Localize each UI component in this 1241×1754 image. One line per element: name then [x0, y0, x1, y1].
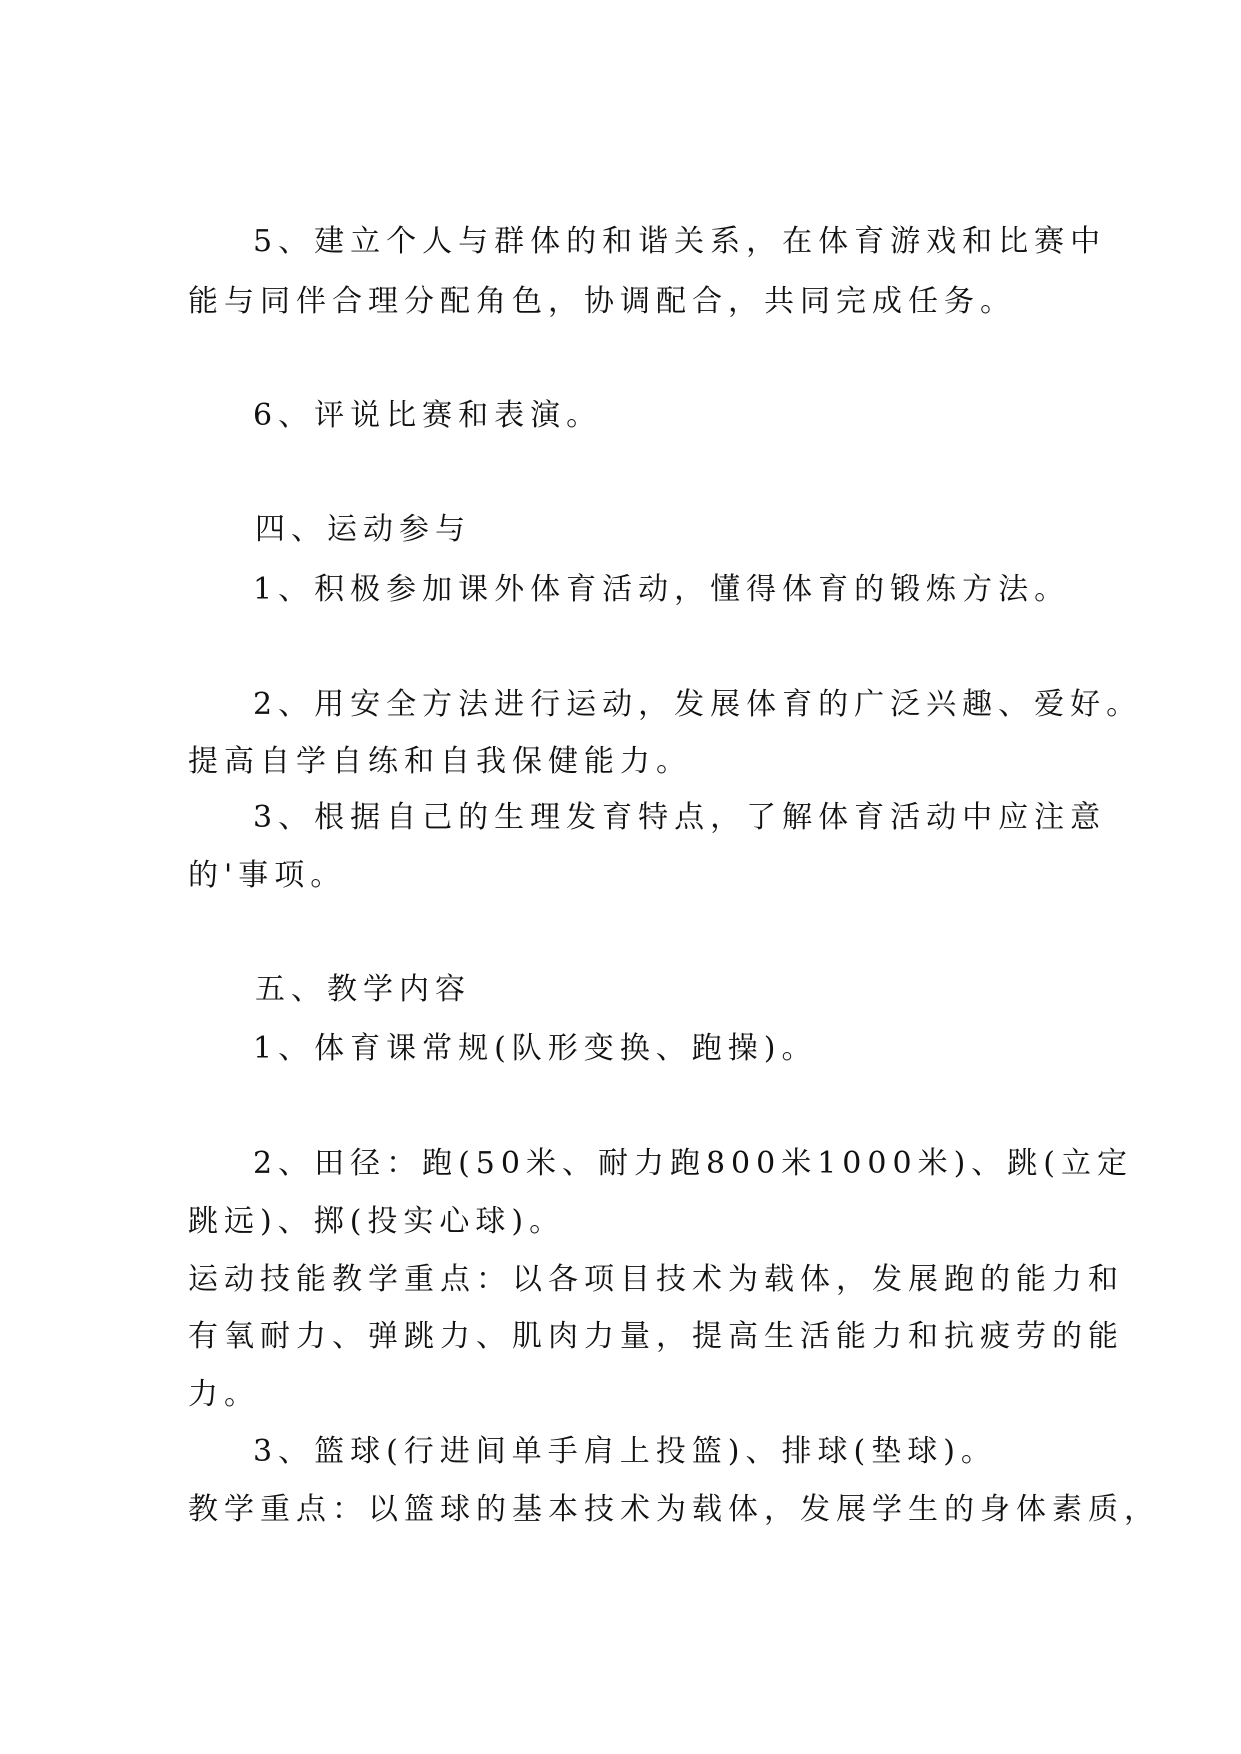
paragraph-line: 的'事项。	[188, 858, 347, 893]
paragraph-line: 6、评说比赛和表演。	[253, 398, 603, 433]
paragraph-line: 有氧耐力、弹跳力、肌肉力量，提高生活能力和抗疲劳的能	[188, 1319, 1124, 1354]
paragraph-line: 2、用安全方法进行运动，发展体育的广泛兴趣、爱好。	[253, 687, 1143, 722]
paragraph-line: 教学重点：以篮球的基本技术为载体，发展学生的身体素质，	[188, 1492, 1160, 1527]
paragraph-line: 力。	[188, 1377, 260, 1412]
section-heading: 四、运动参与	[255, 512, 471, 547]
paragraph-line: 3、篮球(行进间单手肩上投篮)、排球(垫球)。	[253, 1434, 997, 1469]
section-heading: 五、教学内容	[255, 972, 471, 1007]
paragraph-line: 2、田径：跑(50米、耐力跑800米1000米)、跳(立定	[253, 1146, 1133, 1181]
paragraph-line: 5、建立个人与群体的和谐关系，在体育游戏和比赛中	[253, 224, 1107, 259]
paragraph-line: 1、积极参加课外体育活动，懂得体育的锻炼方法。	[253, 572, 1071, 607]
paragraph-line: 运动技能教学重点：以各项目技术为载体，发展跑的能力和	[188, 1262, 1124, 1297]
paragraph-line: 提高自学自练和自我保健能力。	[188, 744, 692, 779]
paragraph-line: 跳远)、掷(投实心球)。	[188, 1204, 566, 1239]
paragraph-line: 3、根据自己的生理发育特点，了解体育活动中应注意	[253, 800, 1107, 835]
paragraph-line: 能与同伴合理分配角色，协调配合，共同完成任务。	[188, 284, 1016, 319]
paragraph-line: 1、体育课常规(队形变换、跑操)。	[253, 1031, 818, 1066]
